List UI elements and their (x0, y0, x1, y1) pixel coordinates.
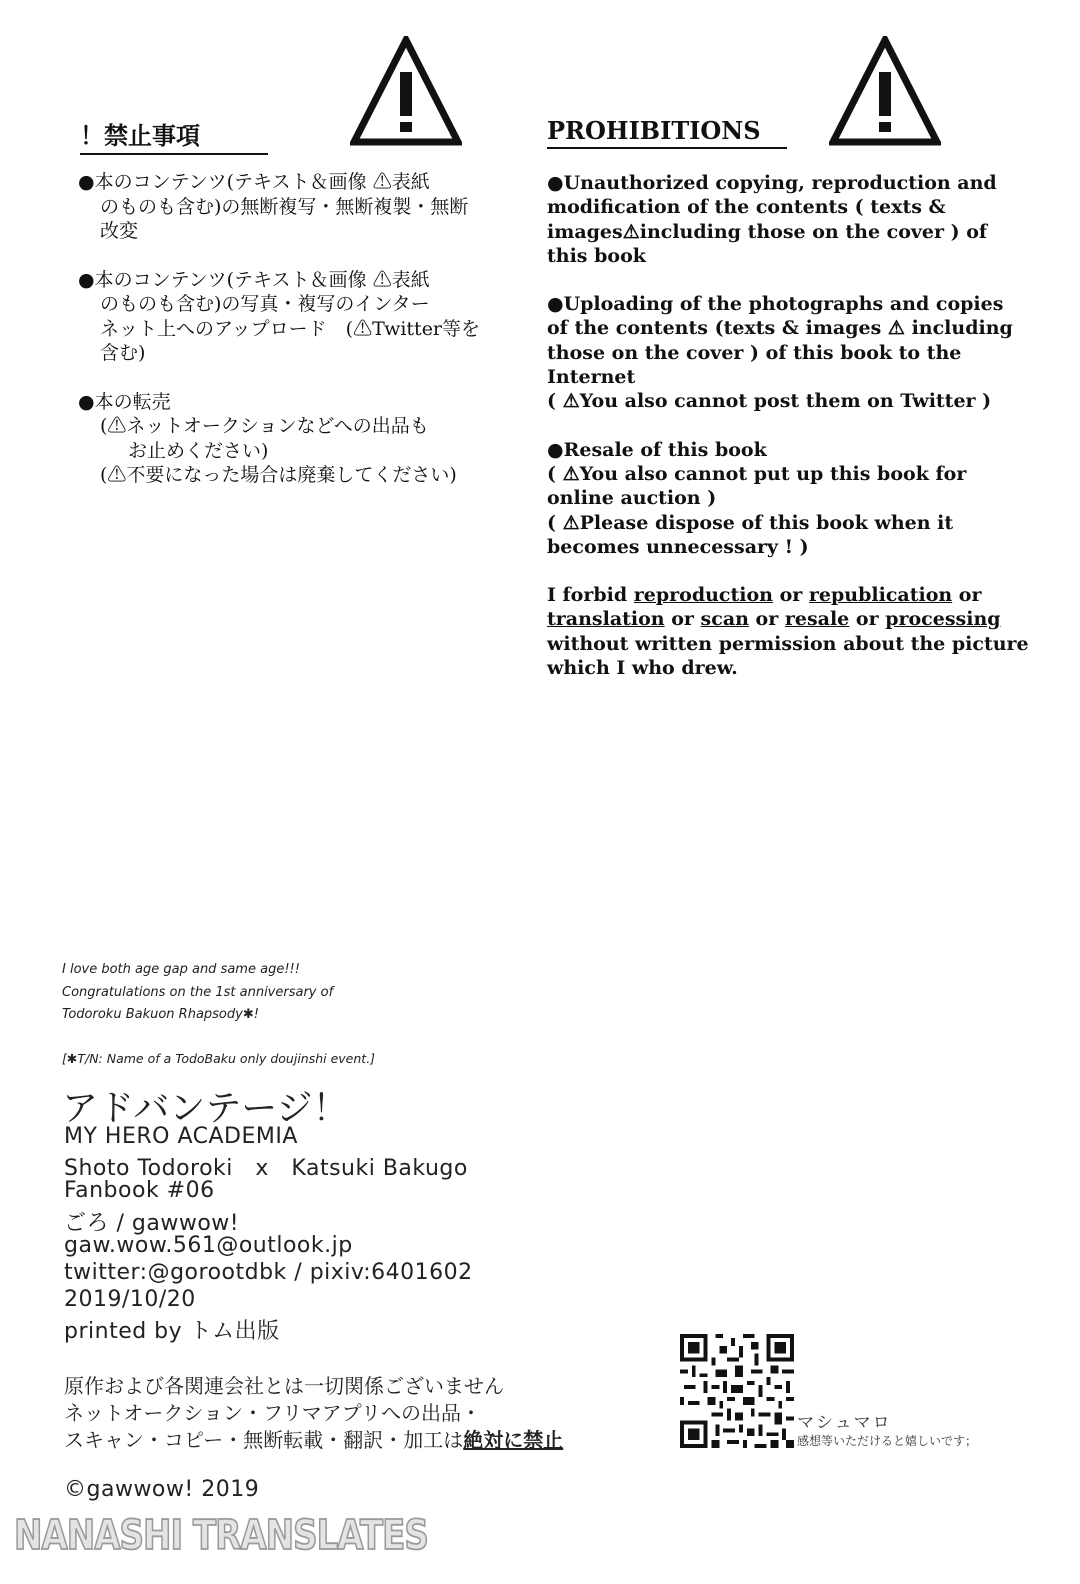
jp-prohibition-item (78, 170, 498, 244)
jp-prohibitions-title: ！禁止事項 (80, 116, 268, 155)
jp-prohibition-line: ●本の転売 (78, 390, 171, 413)
author-name: ごろ / gawwow! (64, 1211, 240, 1236)
author-note-line: Congratulations on the 1st anniversary of (62, 985, 334, 1000)
social-links: twitter:@gorootdbk / pixiv:6401602 (64, 1260, 473, 1285)
forbid-term: republication (808, 584, 953, 607)
forbid-term: processing (885, 608, 1001, 631)
en-prohibition-item (547, 171, 997, 268)
forbid-line: without written permission about the picture (547, 632, 1029, 655)
en-prohibition-item (547, 438, 987, 559)
forbid-term: translation (547, 608, 665, 631)
en-prohibition-line: ●Uploading of the photographs and copies (547, 293, 1004, 316)
disclaimer-line (64, 1424, 563, 1453)
en-prohibition-line: images⚠including those on the cover ) of (547, 220, 988, 243)
en-prohibition-line: online auction ) (547, 487, 717, 510)
disclaimer-text: スキャン・コピー・無断転載・翻訳・加工は (64, 1428, 464, 1452)
jp-prohibitions-list (78, 170, 498, 512)
jp-prohibition-item (78, 268, 498, 366)
forbid-text: or (664, 608, 701, 631)
en-prohibition-line: ●Resale of this book (547, 438, 767, 461)
translator-note: [✱T/N: Name of a TodoBaku only doujinshi event.] (62, 1051, 376, 1066)
forbid-term: reproduction (633, 584, 773, 607)
forbid-term: resale (784, 608, 850, 631)
jp-prohibition-line: ●本のコンテンツ(テキスト＆画像 ⚠表紙 (78, 268, 430, 291)
jp-prohibition-line: (⚠ネットオークションなどへの出品も (100, 415, 429, 437)
author-email: gaw.wow.561@outlook.jp (64, 1233, 353, 1258)
book-title: アドバンテージ！ (62, 1088, 349, 1129)
copyright: ©gawwow! 2019 (64, 1477, 260, 1502)
jp-prohibition-line: 改変 (100, 220, 139, 242)
jp-prohibition-line: 含む) (100, 342, 146, 364)
printer-credit: printed by トム出版 (64, 1319, 280, 1344)
author-note-line: I love both age gap and same age!!! (62, 962, 300, 977)
en-prohibition-line: modification of the contents ( texts & (547, 196, 946, 219)
forbid-text: or (952, 584, 982, 607)
forbid-text: or (748, 608, 785, 631)
jp-prohibition-line: ●本のコンテンツ(テキスト＆画像 ⚠表紙 (78, 171, 430, 193)
forbid-text: I forbid (547, 584, 634, 607)
forbid-line (547, 607, 1001, 631)
en-prohibition-line: this book (547, 244, 646, 267)
en-prohibition-item (547, 292, 1013, 413)
pairing: Shoto Todoroki x Katsuki Bakugo (64, 1156, 468, 1181)
fanbook-number: Fanbook #06 (64, 1178, 215, 1203)
en-prohibition-line: becomes unnecessary ! ) (547, 535, 809, 558)
qr-subtitle: 感想等いただけると嬉しいです； (797, 1434, 978, 1448)
jp-prohibition-line: ネット上へのアップロード (⚠Twitter等を (100, 317, 481, 340)
series-name: MY HERO ACADEMIA (64, 1124, 298, 1149)
en-prohibition-line: those on the cover ) of this book to the (547, 341, 962, 364)
forbid-term: scan (700, 608, 749, 631)
jp-prohibition-line: のものも含む)の写真・複写のインター (100, 293, 430, 315)
en-prohibitions-list (547, 171, 1029, 704)
en-prohibition-line: ●Unauthorized copying, reproduction and (547, 172, 997, 194)
warning-triangle-icon (350, 36, 462, 148)
forbid-statement (547, 583, 1029, 680)
jp-prohibition-line: お止めください) (128, 439, 269, 462)
author-note-line: Todoroku Bakuon Rhapsody✱! (62, 1007, 259, 1022)
en-prohibition-line: of the contents (texts & images ⚠ including (547, 317, 1013, 340)
forbid-line: which I who drew. (547, 657, 738, 680)
en-prohibition-line: ( ⚠You also cannot put up this book for (547, 462, 967, 485)
qr-code-icon[interactable] (680, 1334, 794, 1448)
forbid-text: or (849, 608, 886, 631)
en-prohibition-line: ( ⚠You also cannot post them on Twitter ) (547, 390, 992, 413)
forbid-text: or (772, 584, 809, 607)
qr-label: マシュマロ (797, 1413, 892, 1433)
jp-prohibition-item (78, 390, 498, 488)
jp-prohibition-line: (⚠不要になった場合は廃棄してください) (100, 464, 457, 486)
publish-date: 2019/10/20 (64, 1287, 196, 1312)
warning-triangle-icon (829, 36, 941, 148)
disclaimer-line: ネットオークション・フリマアプリへの出品・ (64, 1401, 481, 1425)
disclaimer-line: 原作および各関連会社とは一切関係ございません (64, 1374, 504, 1398)
scanlation-watermark: NANASHI TRANSLATES (14, 1512, 428, 1560)
en-prohibition-line: ( ⚠Please dispose of this book when it (547, 511, 954, 534)
disclaimer-emphasis: 絶対に禁止 (463, 1428, 564, 1452)
jp-prohibition-line: のものも含む)の無断複写・無断複製・無断 (100, 195, 469, 218)
en-prohibition-line: Internet (547, 366, 636, 389)
forbid-line (547, 583, 987, 607)
en-prohibitions-title: PROHIBITIONS (547, 116, 787, 149)
